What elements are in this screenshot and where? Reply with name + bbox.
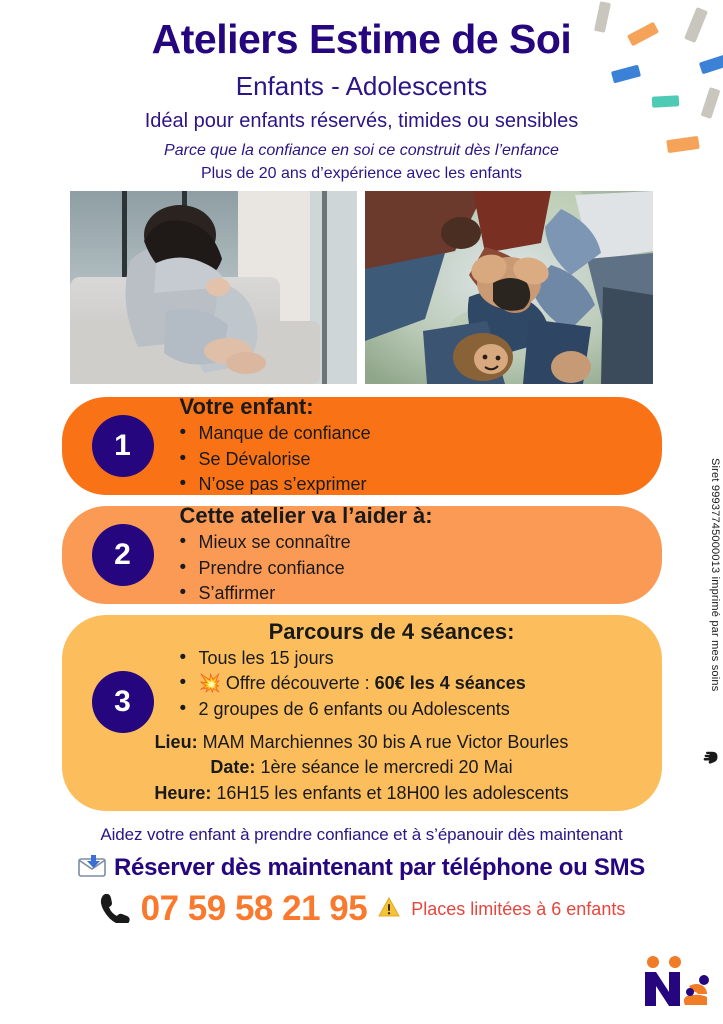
limit-text: Places limitées à 6 enfants: [411, 898, 626, 919]
telephone-handset-icon: [98, 891, 130, 928]
footer: [0, 825, 723, 929]
warning-triangle-icon: [378, 897, 400, 922]
phone-line: [0, 889, 723, 929]
step-bullets-3: [180, 646, 644, 723]
page-subtitle: Enfants - Adolescents: [235, 71, 488, 102]
step-body-1: [180, 394, 662, 498]
steps-section: [0, 394, 723, 811]
step-badge-1: 1: [92, 415, 154, 477]
step-bullets-2: [180, 530, 644, 607]
envelope-download-icon: [78, 855, 106, 882]
detail-value-lieu: MAM Marchiennes 30 bis A rue Victor Bourles: [202, 731, 569, 752]
list-item-offer: [180, 671, 644, 697]
page-experience-line: Plus de 20 ans d’expérience avec les enfants: [200, 165, 523, 183]
photo-sad-child: [70, 191, 357, 384]
list-item: • Manque de confiance: [180, 421, 644, 447]
step-badge-3: 3: [92, 671, 154, 733]
reserve-text: Réserver dès maintenant par téléphone ou SMS: [114, 854, 645, 882]
header: [0, 0, 723, 183]
detail-row-date: [80, 755, 644, 781]
list-item: • N’ose pas s’exprimer: [180, 472, 644, 498]
footer-encouragement: Aidez votre enfant à prendre confiance et à s’épanouir dès maintenant: [100, 825, 623, 845]
step-heading-2: Cette atelier va l’aider à:: [179, 503, 433, 529]
step-block-3: [62, 615, 662, 811]
page-title: Ateliers Estime de Soi: [151, 16, 572, 62]
offer-price: 60€ les 4 séances: [374, 673, 526, 694]
step-bullets-1: [180, 421, 644, 498]
step-heading-3: Parcours de 4 séances:: [268, 618, 515, 644]
list-item: • S’affirmer: [180, 581, 644, 607]
step-heading-1: Votre enfant:: [179, 394, 314, 420]
step-body-3: [154, 618, 662, 807]
detail-row-heure: [80, 781, 644, 807]
reserve-line: [0, 854, 723, 882]
pointing-hand-icon: [703, 751, 722, 765]
phone-number[interactable]: 07 59 58 21 95: [140, 889, 368, 929]
list-item: • 2 groupes de 6 enfants ou Adolescents: [180, 697, 644, 723]
offer-prefix: 💥 Offre découverte :: [198, 673, 375, 694]
detail-label-heure: Heure:: [154, 783, 212, 804]
step-badge-2: 2: [92, 524, 154, 586]
photo-row: [0, 191, 723, 386]
photo-group-hands: [365, 191, 653, 384]
detail-label-date: Date:: [210, 757, 256, 778]
step-block-2: [62, 503, 662, 604]
step-block-1: [62, 394, 662, 495]
detail-value-heure: 16H15 les enfants et 18H00 les adolescents: [216, 783, 569, 804]
list-item: • Se Dévalorise: [180, 447, 644, 473]
list-item: • Prendre confiance: [180, 556, 644, 582]
list-item: • Mieux se connaître: [180, 530, 644, 556]
page-italic-quote: Parce que la confiance en soi ce construit dès l’enfance: [164, 142, 559, 160]
detail-label-lieu: Lieu:: [154, 731, 198, 752]
step-body-2: [180, 503, 662, 607]
detail-value-date: 1ère séance le mercredi 20 Mai: [260, 757, 513, 778]
nounou-logo: [641, 954, 711, 1010]
page-tagline: Idéal pour enfants réservés, timides ou sensibles: [144, 110, 579, 133]
siret-vertical-text: Siret 99937745000013 imprimé par mes soins: [709, 458, 721, 692]
list-item: • Tous les 15 jours: [180, 646, 644, 672]
session-details: [80, 730, 644, 808]
detail-row-lieu: [80, 730, 644, 756]
